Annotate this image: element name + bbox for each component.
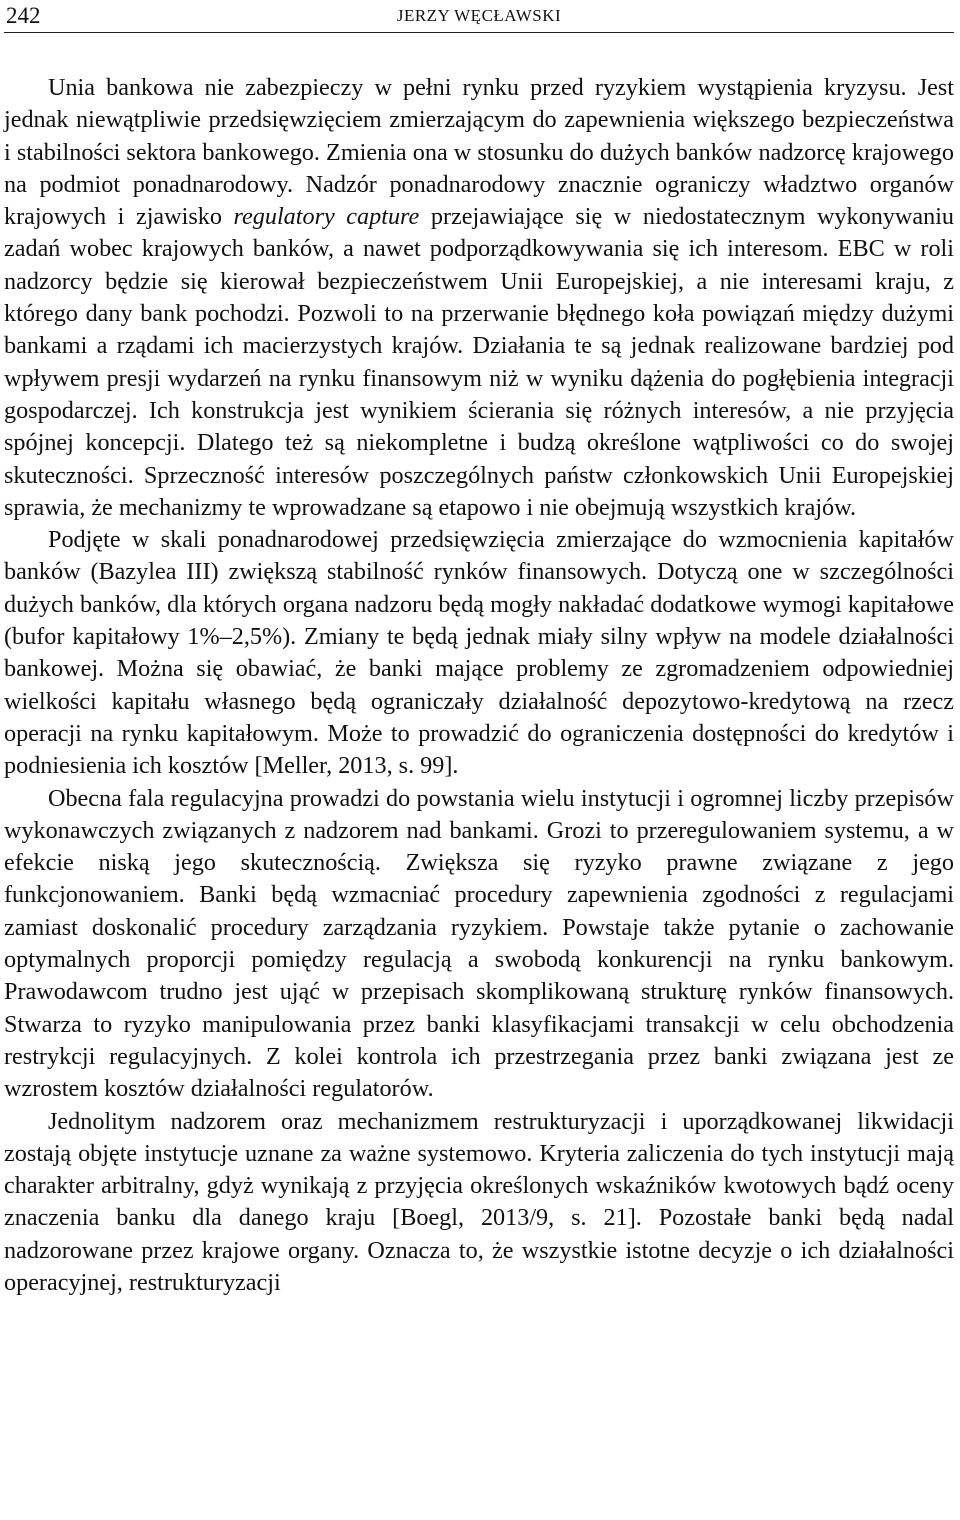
paragraph-4	[4, 1106, 954, 1300]
running-title: JERZY WĘCŁAWSKI	[396, 6, 562, 25]
paragraph-2-text: Podjęte w skali ponadnarodowej przedsięwzięcia zmierzające do wzmocnienia kapitałów banków (Bazylea III) zwiększą stabilność rynków finansowych. Dotyczą one w szczególności dużych banków, dla których organa nadzoru będą mogły nakładać dodatkowe wymogi kapitałowe (bufor kapitałowy 1%–2,5%). Zmiany te będą jednak miały silny wpływ na modele działalności bankowej. Można się obawiać, że banki mające problemy ze zgromadzeniem odpowiedniej wielkości kapitału własnego będą ograniczały działalność depozytowo-kredytową na rzecz operacji na rynku kapitałowym. Może to prowadzić do ograniczenia dostępności do kredytów i podniesienia ich kosztów [Meller, 2013, s. 99].	[4, 526, 954, 780]
paragraph-1-text-a: Unia bankowa nie zabezpieczy w pełni rynku przed ryzykiem wystąpienia kryzysu. Jest jednak niewątpliwie przedsięwzięciem zmierzającym do zapewnienia większego bezpieczeństwa i stabilności sektora bankowego. Zmienia ona w stosunku do dużych banków nadzorcę krajowego na podmiot ponadnarodowy. Nadzór ponadnarodowy znacznie ograniczy władztwo organów krajowych i zjawisko	[4, 74, 954, 231]
paragraph-1	[4, 72, 954, 524]
page-number: 242	[6, 3, 41, 28]
paragraph-3	[4, 783, 954, 1106]
paragraph-1-text-b: przejawiające się w niedostatecznym wykonywaniu zadań wobec krajowych banków, a nawet podporządkowywania się ich interesom. EBC w roli nadzorcy będzie się kierował bezpieczeństwem Unii Europejskiej, a nie interesami kraju, z którego dany bank pochodzi. Pozwoli to na przerwanie błędnego koła powiązań między dużymi bankami a rządami ich macierzystych krajów. Działania te są jednak realizowane bardziej pod wpływem presji wydarzeń na rynku finansowym niż w wyniku dążenia do pogłębienia integracji gospodarczej. Ich konstrukcja jest wynikiem ścierania się różnych interesów, a nie przyjęcia spójnej koncepcji. Dlatego też są niekompletne i budzą określone wątpliwości co do swojej skuteczności. Sprzeczność interesów poszczególnych państw członkowskich Unii Europejskiej sprawia, że mechanizmy te wprowadzane są etapowo i nie obejmują wszystkich krajów.	[4, 203, 955, 521]
paragraph-1-italic-term: regulatory capture	[233, 203, 420, 231]
paragraph-3-text: Obecna fala regulacyjna prowadzi do powstania wielu instytucji i ogromnej liczby przepisów wykonawczych związanych z nadzorem nad bankami. Grozi to przeregulowaniem systemu, a w efekcie niską jego skutecznością. Zwiększa się ryzyko prawne związane z jego funkcjonowaniem. Banki będą wzmacniać procedury zapewnienia zgodności z regulacjami zamiast doskonalić procedury zarządzania ryzykiem. Powstaje także pytanie o zachowanie optymalnych proporcji pomiędzy regulacją a swobodą konkurencji na rynku bankowym. Prawodawcom trudno jest ująć w przepisach skomplikowaną strukturę rynków finansowych. Stwarza to ryzyko manipulowania przez banki klasyfikacjami transakcji w celu obchodzenia restrykcji regulacyjnych. Z kolei kontrola ich przestrzegania przez banki związana jest ze wzrostem kosztów działalności regulatorów.	[4, 784, 954, 1103]
paragraph-4-text: Jednolitym nadzorem oraz mechanizmem restrukturyzacji i uporządkowanej likwidacji zostają objęte instytucje uznane za ważne systemowo. Kryteria zaliczenia do tych instytucji mają charakter arbitralny, gdyż wynikają z przyjęcia określonych wskaźników kwotowych bądź oceny znaczenia banku dla danego kraju [Boegl, 2013/9, s. 21]. Pozostałe banki będą nadal nadzorowane przez krajowe organy. Oznacza to, że wszystkie istotne decyzje o ich działalności operacyjnej, restrukturyzacji	[4, 1107, 954, 1296]
paragraph-2	[4, 524, 954, 782]
body-text	[4, 72, 954, 1299]
running-head	[4, 0, 954, 33]
